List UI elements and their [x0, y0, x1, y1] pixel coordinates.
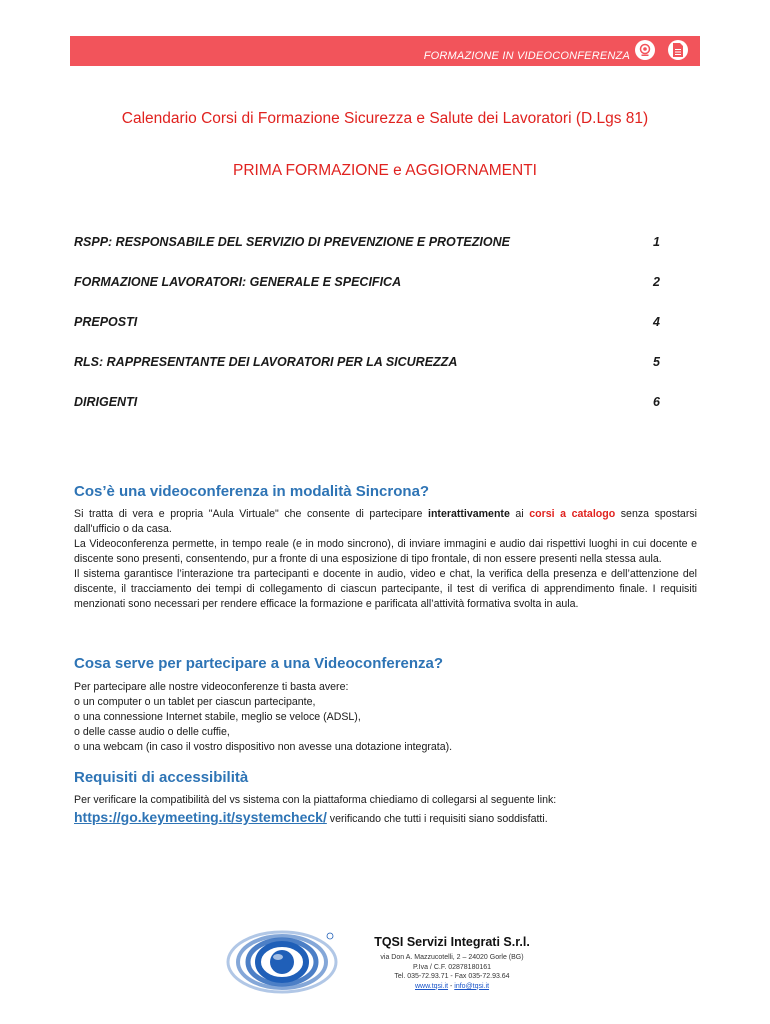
company-logo [226, 930, 338, 994]
company-links [352, 982, 552, 992]
list-item: Per partecipare alle nostre videoconferenze ti basta avere: [74, 681, 349, 693]
company-name: TQSI Servizi Integrati S.r.l. [374, 935, 530, 949]
toc-item[interactable] [74, 235, 664, 275]
webcam-icon [635, 40, 655, 60]
systemcheck-link[interactable]: https://go.keymeeting.it/systemcheck/ [74, 809, 327, 825]
text-run: senza spostarsi dall'ufficio o da casa. [74, 508, 698, 535]
paragraph [74, 810, 697, 827]
toc-item[interactable] [74, 395, 664, 435]
paragraph [74, 507, 697, 537]
toc-label: RLS: RAPPRESENTANTE DEI LAVORATORI PER LA SICUREZZA [74, 355, 458, 369]
section-heading-accessibility: Requisiti di accessibilità [74, 769, 249, 786]
paragraph: La Videoconferenza permette, in tempo reale (e in modo sincrono), di inviare immagini e audio dai rispettivi luoghi in cui docente e discente sono presenti, consentendo, pur a fronte di una esposizione di tipo frontale, di non essere presenti nella stessa aula. [74, 538, 697, 565]
text-run-highlight: corsi a catalogo [529, 508, 616, 520]
email-link[interactable]: info@tqsi.it [454, 982, 490, 990]
page-subtitle: PRIMA FORMAZIONE e AGGIORNAMENTI [232, 162, 537, 179]
toc-page-number: 2 [653, 275, 660, 289]
company-address: via Don A. Mazzucotelli, 2 – 24020 Gorle (BG) [380, 954, 524, 961]
list-item: o un computer o un tablet per ciascun partecipante, [74, 696, 316, 708]
page-title: Calendario Corsi di Formazione Sicurezza e Salute dei Lavoratori (D.Lgs 81) [121, 110, 649, 127]
section-heading-requirements: Cosa serve per partecipare a una Videoconferenza? [74, 655, 444, 672]
toc-page-number: 1 [653, 235, 660, 249]
toc-label: DIRIGENTI [74, 395, 138, 409]
text-run: verificando che tutti i requisiti siano soddisfatti. [326, 813, 548, 825]
text-run-bold: interattivamente [428, 508, 510, 520]
toc-label: FORMAZIONE LAVORATORI: GENERALE E SPECIFICA [74, 275, 402, 289]
document-icon [668, 40, 688, 60]
text-run: ai [509, 508, 530, 520]
company-vat: P.Iva / C.F. 02878180161 [412, 963, 492, 971]
paragraph: Il sistema garantisce l’interazione tra partecipanti e docente in audio, video e chat, la verifica della presenza e dell’attenzione del discente, il tracciamento dei tempi di collegamento di ciascun partecipante, il test di verifica di apprendimento finale. I requisiti menzionati sono necessari per rendere efficace la formazione e parificata all’attività formativa svolta in aula. [74, 568, 697, 610]
toc-label: RSPP: RESPONSABILE DEL SERVIZIO DI PREVENZIONE E PROTEZIONE [74, 235, 510, 249]
table-of-contents [74, 235, 664, 435]
toc-item[interactable] [74, 275, 664, 315]
toc-label: PREPOSTI [74, 315, 138, 329]
toc-item[interactable] [74, 315, 664, 355]
text-run: Si tratta di vera e propria "Aula Virtuale" che consente di partecipare [74, 508, 428, 520]
section-heading-videoconference: Cos’è una videoconferenza in modalità Sincrona? [74, 483, 430, 500]
paragraph: Per verificare la compatibilità del vs sistema con la piattaforma chiediamo di collegarsi al seguente link: [74, 794, 557, 806]
header-bar [70, 36, 700, 66]
toc-item[interactable] [74, 355, 664, 395]
header-label: FORMAZIONE IN VIDEOCONFERENZA [423, 50, 630, 62]
toc-page-number: 4 [653, 315, 660, 329]
company-phone: Tel. 035-72.93.71 - Fax 035-72.93.64 [394, 973, 510, 980]
section-body-videoconference [74, 507, 697, 612]
toc-page-number: 6 [653, 395, 660, 409]
list-item: o una webcam (in caso il vostro dispositivo non avesse una dotazione integrata). [74, 741, 453, 753]
website-link[interactable]: www.tqsi.it [414, 982, 449, 990]
list-item: o una connessione Internet stabile, meglio se veloce (ADSL), [74, 711, 361, 723]
link-separator: - [448, 982, 455, 990]
toc-page-number: 5 [653, 355, 660, 369]
section-body-requirements [74, 680, 697, 755]
list-item: o delle casse audio o delle cuffie, [74, 726, 230, 738]
company-info [352, 935, 552, 991]
section-body-accessibility [74, 793, 697, 827]
